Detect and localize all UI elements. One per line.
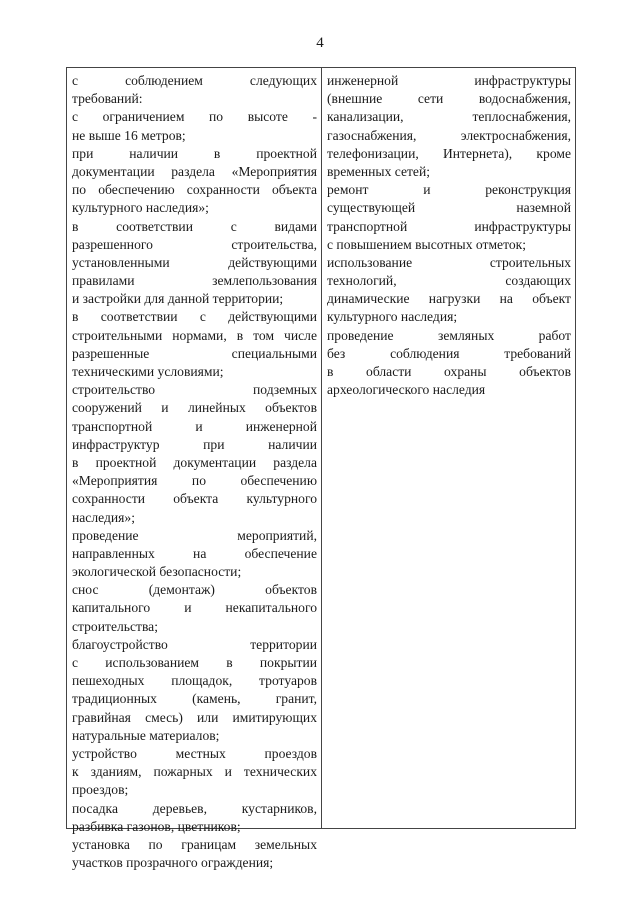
left-column-line: строительства; — [72, 618, 158, 634]
left-column-line: «Мероприятия по обеспечению — [72, 473, 317, 489]
right-column-line: с повышением высотных отметок; — [327, 236, 527, 252]
left-column-line: в проектной документации раздела — [72, 454, 317, 470]
right-column-line: культурного наследия; — [327, 309, 458, 325]
left-column-line: посадка деревьев, кустарников, — [72, 800, 317, 816]
page-number: 4 — [316, 35, 324, 51]
left-column-line: транспортной и инженерной — [72, 418, 317, 434]
right-column-line: временных сетей; — [327, 163, 431, 179]
left-column-line: разрешенного строительства, — [72, 236, 317, 252]
left-column-line: с соблюдением следующих — [72, 73, 317, 88]
left-column-line: экологической безопасности; — [72, 564, 242, 580]
left-column-line: с использованием в покрытии — [72, 655, 317, 670]
left-column-line: установка по границам земельных — [72, 836, 317, 852]
right-column-line: газоснабжения, электроснабжения, — [327, 127, 571, 143]
left-column-line: документации раздела «Мероприятия — [72, 163, 317, 179]
left-column-line: сохранности объекта культурного — [72, 491, 317, 507]
left-column-line: проездов; — [72, 782, 129, 798]
left-column-line: устройство местных проездов — [72, 745, 317, 761]
left-column-line: строительство подземных — [72, 382, 317, 398]
right-column-line: в области охраны объектов — [327, 364, 571, 379]
right-column-line: (внешние сети водоснабжения, — [327, 91, 571, 107]
right-column-line: динамические нагрузки на объект — [327, 291, 571, 307]
right-column-line: археологического наследия — [327, 382, 486, 398]
left-column-line: строительными нормами, в том числе — [72, 327, 317, 343]
left-column-line: снос (демонтаж) объектов — [72, 582, 317, 598]
left-column-line: инфраструктур при наличии — [72, 436, 317, 452]
left-column-line: проведение мероприятий, — [72, 527, 317, 543]
left-column-line: направленных на обеспечение — [72, 545, 317, 561]
left-column-line: при наличии в проектной — [72, 145, 317, 161]
left-column-line: техническими условиями; — [72, 364, 224, 379]
left-column-line: культурного наследия»; — [72, 200, 209, 216]
left-column-line: не выше 16 метров; — [72, 127, 186, 143]
left-column-line: капитального и некапитального — [72, 600, 317, 616]
left-column-line: гравийная смесь) или имитирующих — [72, 709, 317, 725]
left-column-line: правилами землепользования — [72, 273, 317, 289]
right-column-line: проведение земляных работ — [327, 327, 571, 343]
right-column-line: инженерной инфраструктуры — [327, 73, 571, 88]
left-column-line: требований: — [72, 91, 143, 107]
left-column-line: наследия»; — [72, 509, 135, 525]
right-column-line: транспортной инфраструктуры — [327, 218, 571, 234]
right-column-line: ремонт и реконструкция — [327, 182, 571, 198]
left-column — [67, 68, 322, 871]
left-column-line: участков прозрачного ограждения; — [72, 855, 274, 871]
left-column-line: в соответствии с видами — [72, 218, 317, 234]
left-column-line: традиционных (камень, гранит, — [72, 691, 317, 707]
left-column-line: разрешенные специальными — [72, 345, 317, 361]
left-column-line: пешеходных площадок, тротуаров — [72, 673, 317, 689]
regulation-table — [66, 67, 576, 871]
left-column-line: с ограничением по высоте - — [72, 109, 317, 125]
left-column-line: в соответствии с действующими — [72, 309, 317, 325]
right-column-line: существующей наземной — [327, 200, 571, 216]
right-column-line: телефонизации, Интернета), кроме — [327, 145, 571, 161]
left-column-line: натуральные материалов; — [72, 727, 220, 743]
right-column-line: использование строительных — [327, 254, 571, 270]
right-column-line: технологий, создающих — [327, 273, 571, 289]
left-column-line: сооружений и линейных объектов — [72, 400, 317, 416]
left-column-line: благоустройство территории — [72, 636, 317, 652]
left-column-line: и застройки для данной территории; — [72, 291, 284, 307]
right-column — [322, 68, 575, 828]
left-column-line: по обеспечению сохранности объекта — [72, 182, 317, 198]
left-column-line: установленными действующими — [72, 254, 317, 270]
right-column-line: канализации, теплоснабжения, — [327, 109, 571, 125]
right-column-line: без соблюдения требований — [327, 345, 571, 361]
left-column-line: разбивка газонов, цветников; — [72, 818, 241, 834]
left-column-line: к зданиям, пожарных и технических — [72, 764, 317, 780]
